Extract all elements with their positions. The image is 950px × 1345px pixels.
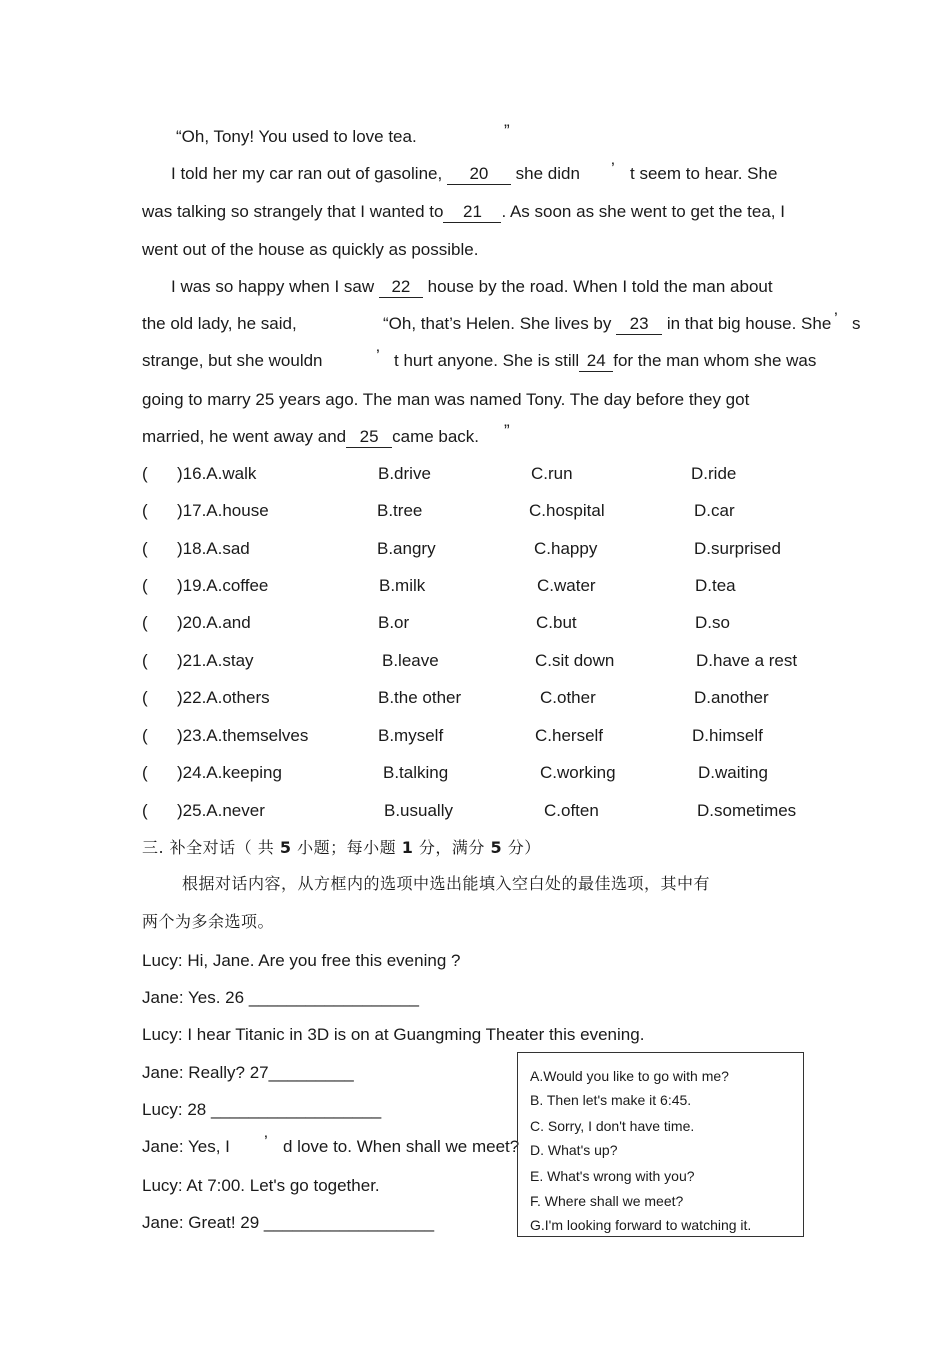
blank-21: 21 <box>443 202 501 223</box>
answer-paren[interactable]: ( <box>142 613 148 632</box>
passage-line: going to marry 25 years ago. The man was named Tony. The day before they got <box>142 390 750 409</box>
passage-line: went out of the house as quickly as possible. <box>142 240 479 259</box>
question-option-c: C.run <box>531 464 573 483</box>
quote-mark: ” <box>504 421 510 440</box>
option-a: A.Would you like to go with me? <box>530 1068 729 1084</box>
question-option-c: C.but <box>536 613 577 632</box>
apostrophe: ’ <box>611 159 615 178</box>
dialogue-line: Lucy: I hear Titanic in 3D is on at Guangming Theater this evening. <box>142 1025 645 1044</box>
blank-24: 24 <box>579 351 613 372</box>
answer-paren[interactable]: ( <box>142 501 148 520</box>
question-option-c: C.happy <box>534 539 598 558</box>
question-option-b: B.talking <box>383 763 449 782</box>
question-option-d: D.car <box>694 501 735 520</box>
dialogue-line: d love to. When shall we meet? <box>283 1137 520 1156</box>
dialogue-line: Jane: Yes, I <box>142 1137 230 1156</box>
dialogue-line: Lucy: Hi, Jane. Are you free this evening ? <box>142 951 461 970</box>
passage-line: s <box>852 314 861 333</box>
answer-paren[interactable]: ( <box>142 763 148 782</box>
option-b: B. Then let's make it 6:45. <box>530 1092 692 1108</box>
passage-line: strange, but she wouldn <box>142 351 323 370</box>
passage-line: “Oh, that’s Helen. She lives by 23 in that big house. She <box>383 314 832 333</box>
question-option-a: )22.A.others <box>177 688 270 707</box>
question-option-d: D.sometimes <box>697 801 797 820</box>
question-option-b: B.myself <box>378 726 444 745</box>
question-option-b: B.tree <box>377 501 423 520</box>
blank-23: 23 <box>616 314 662 335</box>
blank-22: 22 <box>379 277 423 298</box>
question-option-a: )20.A.and <box>177 613 251 632</box>
question-option-b: B.drive <box>378 464 431 483</box>
passage-line: I told her my car ran out of gasoline, 20 she didn <box>171 164 580 183</box>
question-option-b: B.usually <box>384 801 453 820</box>
question-option-b: B.the other <box>378 688 462 707</box>
dialogue-line: Jane: Great! 29 __________________ <box>142 1213 435 1232</box>
question-option-c: C.water <box>537 576 596 595</box>
section-instructions: 根据对话内容，从方框内的选项中选出能填入空白处的最佳选项，其中有 <box>182 874 711 893</box>
section-heading: 三. 补全对话（ 共 5 小题；每小题 1 分，满分 5 分） <box>142 838 541 857</box>
apostrophe: ’ <box>376 346 380 365</box>
option-f: F. Where shall we meet? <box>530 1193 684 1209</box>
blank-20: 20 <box>447 164 511 185</box>
quote-mark: ” <box>504 121 510 140</box>
option-d: D. What's up? <box>530 1142 618 1158</box>
question-option-c: C.herself <box>535 726 604 745</box>
apostrophe: ’ <box>264 1132 268 1151</box>
question-option-d: D.ride <box>691 464 737 483</box>
options-box <box>517 1052 804 1237</box>
dialogue-line: Jane: Yes. 26 __________________ <box>142 988 419 1007</box>
question-option-a: )18.A.sad <box>177 539 250 558</box>
question-option-d: D.have a rest <box>696 651 798 670</box>
passage-line: the old lady, he said, <box>142 314 297 333</box>
question-option-b: B.or <box>378 613 410 632</box>
section-instructions: 两个为多余选项。 <box>142 912 275 931</box>
question-option-b: B.leave <box>382 651 439 670</box>
question-option-c: C.working <box>540 763 616 782</box>
question-option-a: )23.A.themselves <box>177 726 309 745</box>
answer-paren[interactable]: ( <box>142 726 148 745</box>
option-g: G.I'm looking forward to watching it. <box>530 1217 752 1233</box>
answer-paren[interactable]: ( <box>142 464 148 483</box>
question-option-d: D.waiting <box>698 763 768 782</box>
question-option-d: D.surprised <box>694 539 781 558</box>
question-option-a: )16.A.walk <box>177 464 257 483</box>
question-option-b: B.milk <box>379 576 426 595</box>
question-option-d: D.himself <box>692 726 763 745</box>
option-e: E. What's wrong with you? <box>530 1168 695 1184</box>
question-option-c: C.other <box>540 688 596 707</box>
question-option-a: )17.A.house <box>177 501 269 520</box>
passage-line: t seem to hear. She <box>630 164 778 183</box>
question-option-d: D.tea <box>695 576 736 595</box>
question-option-d: D.another <box>694 688 769 707</box>
answer-paren[interactable]: ( <box>142 576 148 595</box>
question-option-a: )25.A.never <box>177 801 265 820</box>
question-option-c: C.sit down <box>535 651 615 670</box>
blank-25: 25 <box>346 427 392 448</box>
question-option-a: )21.A.stay <box>177 651 254 670</box>
passage-line: I was so happy when I saw 22 house by the road. When I told the man about <box>171 277 773 296</box>
question-option-b: B.angry <box>377 539 436 558</box>
apostrophe: ’ <box>834 309 838 328</box>
dialogue-line: Lucy: 28 __________________ <box>142 1100 382 1119</box>
dialogue-line: Lucy: At 7:00. Let's go together. <box>142 1176 380 1195</box>
answer-paren[interactable]: ( <box>142 801 148 820</box>
question-option-a: )19.A.coffee <box>177 576 269 595</box>
passage-line: “Oh, Tony! You used to love tea. <box>176 127 417 146</box>
option-c: C. Sorry, I don't have time. <box>530 1118 695 1134</box>
passage-line: t hurt anyone. She is still 24 for the man whom she was <box>394 351 817 370</box>
question-option-c: C.often <box>544 801 599 820</box>
answer-paren[interactable]: ( <box>142 688 148 707</box>
answer-paren[interactable]: ( <box>142 539 148 558</box>
passage-line: married, he went away and 25 came back. <box>142 427 480 446</box>
answer-paren[interactable]: ( <box>142 651 148 670</box>
passage-line: was talking so strangely that I wanted to 21 . As soon as she went to get the tea, I <box>142 202 785 221</box>
question-option-d: D.so <box>695 613 730 632</box>
question-option-a: )24.A.keeping <box>177 763 282 782</box>
question-option-c: C.hospital <box>529 501 605 520</box>
dialogue-line: Jane: Really? 27_________ <box>142 1063 354 1082</box>
